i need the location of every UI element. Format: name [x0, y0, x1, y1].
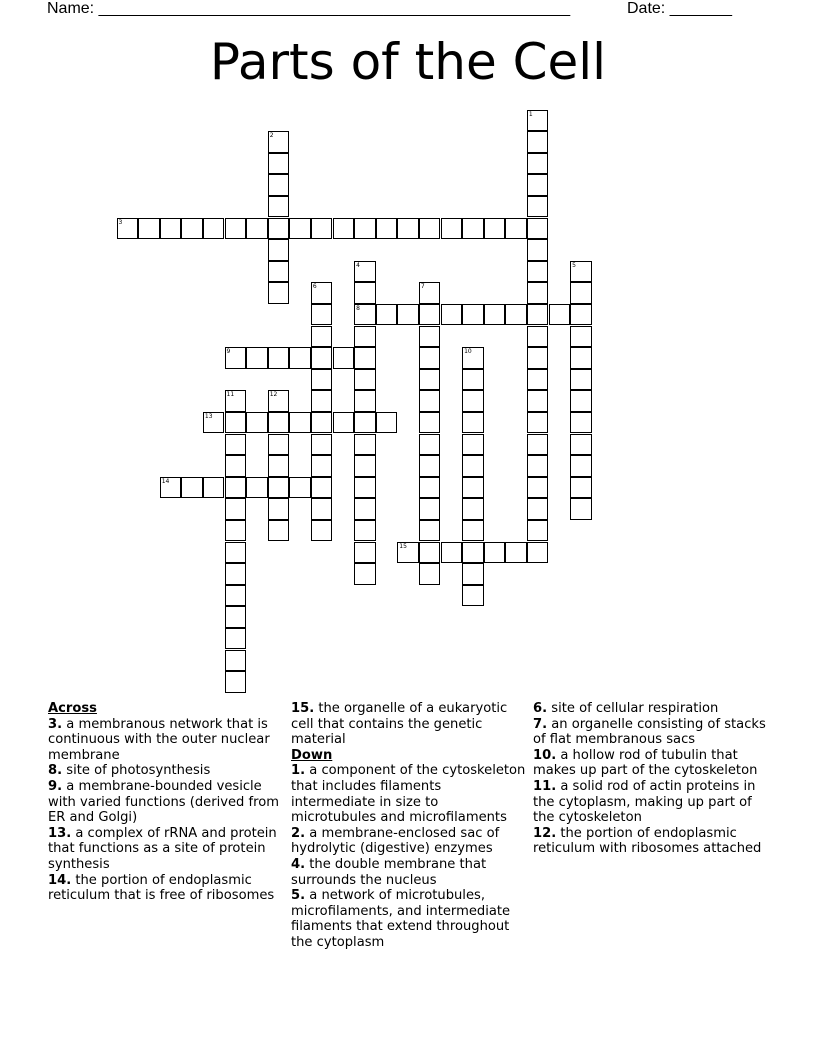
- clue-across-9: 9. a membrane-bounded vesicle with varied functions (derived from ER and Golgi): [48, 778, 279, 826]
- grid-cell[interactable]: [354, 347, 376, 369]
- grid-cell[interactable]: [311, 390, 333, 412]
- grid-cell[interactable]: [462, 455, 484, 477]
- grid-cell[interactable]: [570, 434, 592, 456]
- grid-cell[interactable]: [311, 369, 333, 391]
- clue-column-2: [291, 701, 527, 951]
- grid-cell[interactable]: [419, 434, 441, 456]
- cell-number: 7: [420, 283, 425, 291]
- clue-across-8: 8. site of photosynthesis: [48, 763, 211, 779]
- grid-cell[interactable]: [225, 585, 247, 607]
- grid-cell[interactable]: [225, 218, 247, 240]
- grid-cell[interactable]: [527, 326, 549, 348]
- grid-cell[interactable]: [268, 498, 290, 520]
- grid-cell[interactable]: [225, 412, 247, 434]
- grid-cell[interactable]: [181, 218, 203, 240]
- grid-cell[interactable]: [354, 261, 376, 283]
- clue-down-7: 7. an organelle consisting of stacks of flat membranous sacs: [533, 716, 766, 748]
- clue-across-14: 14. the portion of endoplasmic reticulum that is free of ribosomes: [48, 872, 275, 904]
- grid-cell[interactable]: [527, 455, 549, 477]
- grid-cell[interactable]: [225, 563, 247, 585]
- grid-cell[interactable]: [441, 304, 463, 326]
- grid-cell[interactable]: [419, 455, 441, 477]
- grid-cell[interactable]: [311, 455, 333, 477]
- grid-cell[interactable]: [570, 390, 592, 412]
- page-title: Parts of the Cell: [209, 33, 607, 91]
- grid-cell[interactable]: [354, 477, 376, 499]
- grid-cell[interactable]: [354, 282, 376, 304]
- grid-cell[interactable]: [462, 412, 484, 434]
- grid-cell[interactable]: [354, 434, 376, 456]
- grid-cell[interactable]: [419, 412, 441, 434]
- grid-cell[interactable]: [117, 218, 139, 240]
- grid-cell[interactable]: [333, 347, 355, 369]
- grid-cell[interactable]: [527, 542, 549, 564]
- grid-cell[interactable]: [527, 153, 549, 175]
- grid-cell[interactable]: [268, 434, 290, 456]
- grid-cell[interactable]: [268, 455, 290, 477]
- grid-cell[interactable]: [311, 326, 333, 348]
- grid-cell[interactable]: [441, 218, 463, 240]
- grid-cell[interactable]: [268, 282, 290, 304]
- grid-cell[interactable]: [419, 542, 441, 564]
- grid-cell[interactable]: [311, 347, 333, 369]
- cell-number: 6: [312, 283, 317, 291]
- grid-cell[interactable]: [419, 347, 441, 369]
- grid-cell[interactable]: [376, 412, 398, 434]
- grid-cell[interactable]: [268, 520, 290, 542]
- grid-cell[interactable]: [203, 218, 225, 240]
- grid-cell[interactable]: [527, 131, 549, 153]
- grid-cell[interactable]: [527, 304, 549, 326]
- grid-cell[interactable]: [225, 650, 247, 672]
- grid-cell[interactable]: [462, 498, 484, 520]
- grid-cell[interactable]: [354, 455, 376, 477]
- grid-cell[interactable]: [570, 412, 592, 434]
- grid-cell[interactable]: [289, 412, 311, 434]
- grid-cell[interactable]: [441, 542, 463, 564]
- grid-cell[interactable]: [570, 477, 592, 499]
- grid-cell[interactable]: [462, 434, 484, 456]
- cell-number: 2: [269, 132, 274, 140]
- grid-cell[interactable]: [311, 304, 333, 326]
- cell-number: 1: [528, 110, 533, 118]
- grid-cell[interactable]: [527, 196, 549, 218]
- grid-cell[interactable]: [311, 520, 333, 542]
- grid-cell[interactable]: [354, 520, 376, 542]
- clue-across-13: 13. a complex of rRNA and protein that functions as a site of protein synthesis: [48, 825, 277, 872]
- cell-number: 9: [226, 348, 231, 356]
- clue-down-2: 2. a membrane-enclosed sac of hydrolytic (digestive) enzymes: [291, 825, 500, 857]
- grid-cell[interactable]: [246, 347, 268, 369]
- grid-cell[interactable]: [462, 477, 484, 499]
- grid-cell[interactable]: [419, 563, 441, 585]
- grid-cell[interactable]: [225, 520, 247, 542]
- grid-cell[interactable]: [570, 282, 592, 304]
- grid-cell[interactable]: [527, 239, 549, 261]
- cell-number: 5: [572, 261, 576, 269]
- cell-number: 11: [226, 391, 235, 399]
- grid-cell[interactable]: [268, 196, 290, 218]
- grid-cell[interactable]: [160, 477, 182, 499]
- cell-number: 8: [356, 304, 360, 312]
- grid-cell[interactable]: [462, 390, 484, 412]
- cell-number: 10: [464, 348, 472, 356]
- grid-cell[interactable]: [246, 218, 268, 240]
- grid-cell[interactable]: [462, 520, 484, 542]
- clue-down-1: 1. a component of the cytoskeleton that includes filaments intermediate in size to microtubules and microfilaments: [291, 763, 526, 826]
- grid-cell[interactable]: [505, 542, 527, 564]
- grid-cell[interactable]: [570, 347, 592, 369]
- grid-cell[interactable]: [225, 455, 247, 477]
- clue-across-3: 3. a membranous network that is continuous with the outer nuclear membrane: [48, 716, 270, 763]
- grid-cell[interactable]: [419, 369, 441, 391]
- grid-cell[interactable]: [419, 304, 441, 326]
- grid-cell[interactable]: [225, 628, 247, 650]
- grid-cell[interactable]: [505, 218, 527, 240]
- grid-cell[interactable]: [354, 542, 376, 564]
- grid-cell[interactable]: [527, 174, 549, 196]
- grid-cell[interactable]: [354, 218, 376, 240]
- grid-cell[interactable]: [289, 347, 311, 369]
- clue-column-1: [48, 701, 284, 904]
- grid-cell[interactable]: [462, 585, 484, 607]
- grid-cell[interactable]: [311, 412, 333, 434]
- grid-cell[interactable]: [289, 477, 311, 499]
- grid-cell[interactable]: [527, 369, 549, 391]
- grid-cell[interactable]: [397, 304, 419, 326]
- grid-cell[interactable]: [354, 563, 376, 585]
- cell-number: 4: [356, 261, 360, 269]
- grid-cell[interactable]: [289, 218, 311, 240]
- clue-column-3: [533, 701, 769, 857]
- grid-cell[interactable]: [570, 455, 592, 477]
- grid-cell[interactable]: [419, 282, 441, 304]
- cell-number: 12: [269, 391, 278, 399]
- grid-cell[interactable]: [225, 542, 247, 564]
- down-heading: Down: [291, 747, 333, 763]
- grid-cell[interactable]: [462, 542, 484, 564]
- grid-cell[interactable]: [225, 606, 247, 628]
- grid-cell[interactable]: [484, 542, 506, 564]
- grid-cell[interactable]: [225, 477, 247, 499]
- grid-cell[interactable]: [268, 131, 290, 153]
- grid-cell[interactable]: [527, 347, 549, 369]
- grid-cell[interactable]: [527, 477, 549, 499]
- grid-cell[interactable]: [419, 520, 441, 542]
- grid-cell[interactable]: [354, 326, 376, 348]
- grid-cell[interactable]: [419, 390, 441, 412]
- grid-cell[interactable]: [311, 282, 333, 304]
- grid-cell[interactable]: [462, 304, 484, 326]
- grid-cell[interactable]: [268, 218, 290, 240]
- grid-cell[interactable]: [354, 498, 376, 520]
- grid-cell[interactable]: [419, 326, 441, 348]
- grid-cell[interactable]: [311, 477, 333, 499]
- grid-cell[interactable]: [268, 347, 290, 369]
- grid-cell[interactable]: [397, 218, 419, 240]
- date-label: Date: _______: [627, 0, 732, 17]
- grid-cell[interactable]: [225, 434, 247, 456]
- grid-cell[interactable]: [527, 412, 549, 434]
- cell-number: 3: [118, 218, 123, 226]
- cell-number: 14: [161, 477, 170, 485]
- clue-down-12: 12. the portion of endoplasmic reticulum with ribosomes attached: [533, 825, 762, 857]
- grid-cell[interactable]: [225, 347, 247, 369]
- grid-cell[interactable]: [354, 304, 376, 326]
- grid-cell[interactable]: [268, 261, 290, 283]
- grid-cell[interactable]: [138, 218, 160, 240]
- grid-cell[interactable]: [311, 218, 333, 240]
- grid-cell[interactable]: [376, 218, 398, 240]
- grid-cell[interactable]: [268, 174, 290, 196]
- grid-cell[interactable]: [419, 477, 441, 499]
- grid-cell[interactable]: [527, 434, 549, 456]
- name-label: Name: _____________________________________________________: [47, 0, 571, 17]
- grid-cell[interactable]: [376, 304, 398, 326]
- grid-cell[interactable]: [203, 477, 225, 499]
- grid-cell[interactable]: [203, 412, 225, 434]
- grid-cell[interactable]: [570, 498, 592, 520]
- grid-cell[interactable]: [505, 304, 527, 326]
- clue-down-10: 10. a hollow rod of tubulin that makes up part of the cytoskeleton: [533, 747, 758, 779]
- grid-cell[interactable]: [354, 412, 376, 434]
- clue-across-15: 15. the organelle of a eukaryotic cell that contains the genetic material: [291, 701, 508, 748]
- clue-down-6: 6. site of cellular respiration: [533, 701, 719, 716]
- grid-cell[interactable]: [527, 218, 549, 240]
- grid-cell[interactable]: [225, 498, 247, 520]
- grid-cell[interactable]: [268, 153, 290, 175]
- grid-cell[interactable]: [268, 239, 290, 261]
- grid-cell[interactable]: [333, 218, 355, 240]
- grid-cell[interactable]: [527, 110, 549, 132]
- grid-cell[interactable]: [354, 369, 376, 391]
- grid-cell[interactable]: [160, 218, 182, 240]
- grid-cell[interactable]: [268, 412, 290, 434]
- grid-cell[interactable]: [527, 282, 549, 304]
- grid-cell[interactable]: [419, 218, 441, 240]
- clue-down-11: 11. a solid rod of actin proteins in the cytoplasm, making up part of the cytoskeleton: [533, 778, 756, 826]
- grid-cell[interactable]: [570, 304, 592, 326]
- clue-down-4: 4. the double membrane that surrounds the nucleus: [291, 856, 487, 888]
- grid-cell[interactable]: [225, 390, 247, 412]
- grid-cell[interactable]: [419, 498, 441, 520]
- grid-cell[interactable]: [484, 304, 506, 326]
- grid-cell[interactable]: [570, 369, 592, 391]
- grid-cell[interactable]: [462, 347, 484, 369]
- clue-down-5: 5. a network of microtubules, microfilaments, and intermediate filaments that extend throughout the cytoplasm: [291, 888, 511, 950]
- grid-cell[interactable]: [246, 477, 268, 499]
- grid-cell[interactable]: [484, 218, 506, 240]
- grid-cell[interactable]: [181, 477, 203, 499]
- grid-cell[interactable]: [333, 412, 355, 434]
- across-heading: Across: [48, 701, 97, 716]
- grid-cell[interactable]: [268, 390, 290, 412]
- grid-cell[interactable]: [397, 542, 419, 564]
- cell-number: 15: [399, 542, 407, 550]
- grid-cell[interactable]: [225, 671, 247, 693]
- grid-cell[interactable]: [570, 261, 592, 283]
- grid-cell[interactable]: [354, 390, 376, 412]
- cell-number: 13: [204, 412, 213, 420]
- grid-cell[interactable]: [570, 326, 592, 348]
- grid-cell[interactable]: [549, 304, 571, 326]
- grid-cell[interactable]: [311, 434, 333, 456]
- grid-cell[interactable]: [527, 498, 549, 520]
- grid-cell[interactable]: [462, 369, 484, 391]
- grid-cell[interactable]: [527, 520, 549, 542]
- grid-cell[interactable]: [462, 218, 484, 240]
- grid-cell[interactable]: [268, 477, 290, 499]
- grid-cell[interactable]: [527, 261, 549, 283]
- grid-cell[interactable]: [246, 412, 268, 434]
- grid-cell[interactable]: [527, 390, 549, 412]
- grid-cell[interactable]: [311, 498, 333, 520]
- grid-cell[interactable]: [462, 563, 484, 585]
